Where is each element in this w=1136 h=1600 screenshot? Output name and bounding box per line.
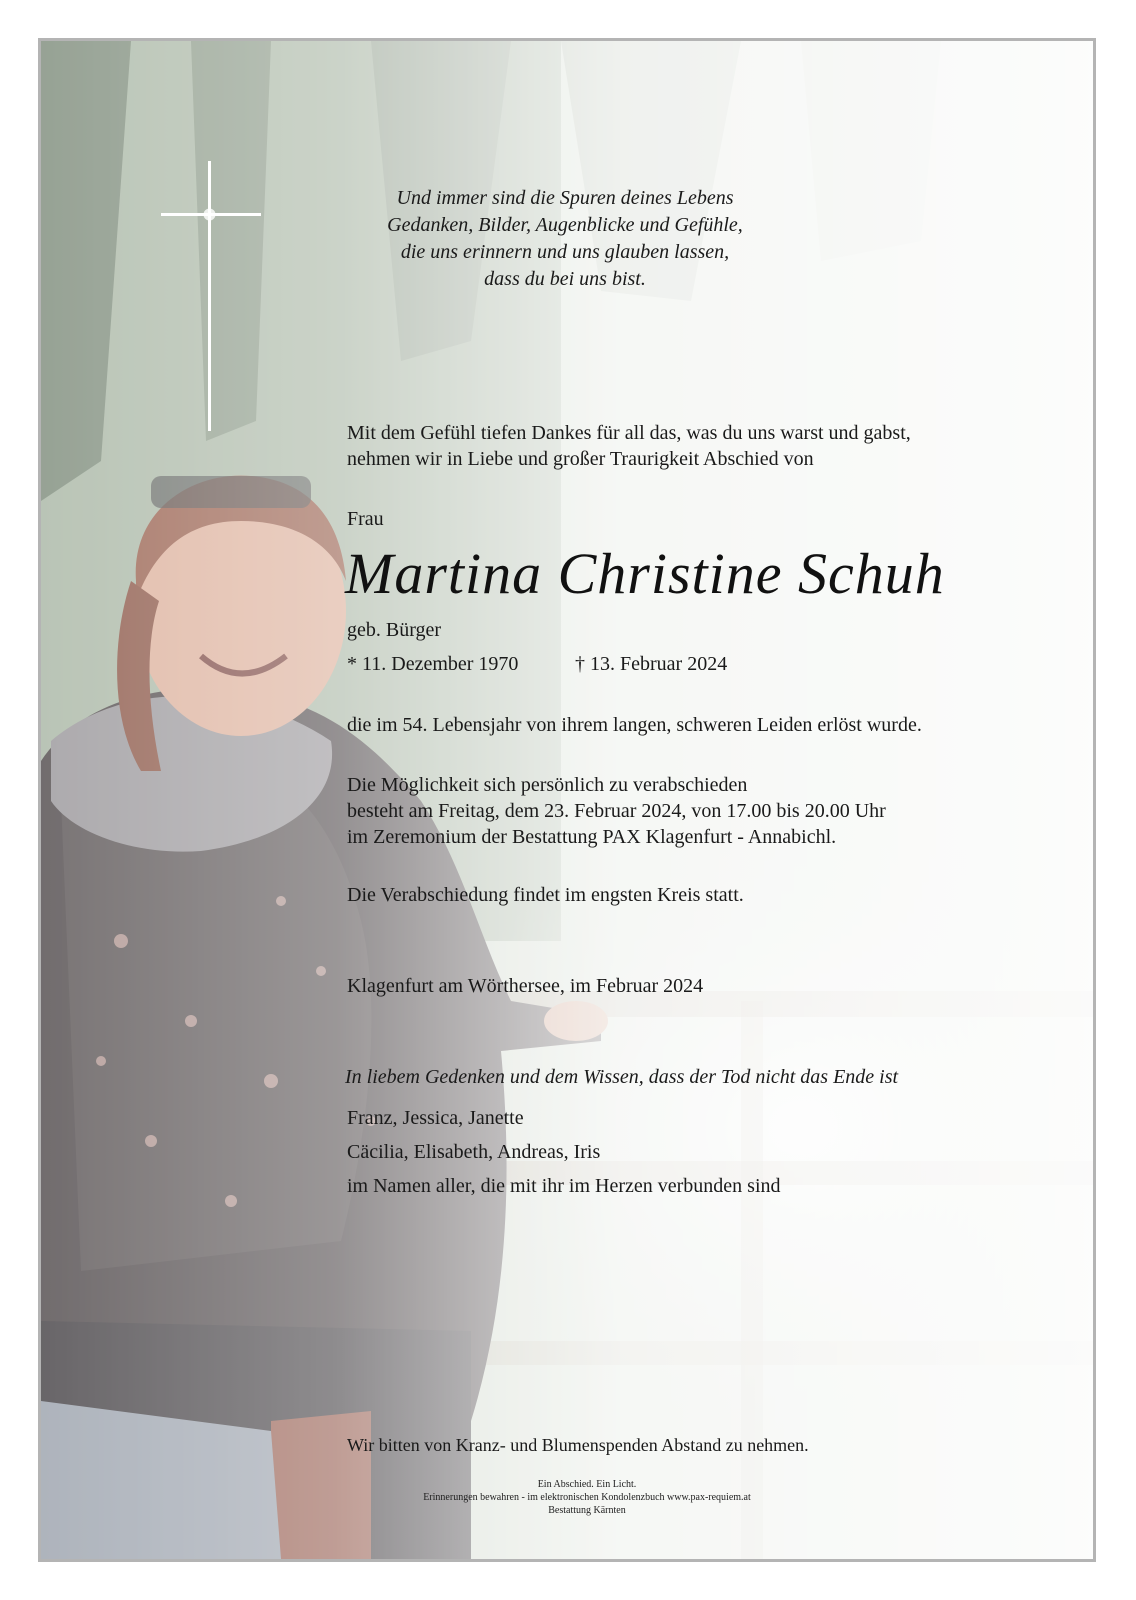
deceased-name: Martina Christine Schuh	[345, 541, 945, 606]
footer-line: Ein Abschied. Ein Licht.	[537, 1479, 637, 1490]
mourners-line: Franz, Jessica, Janette	[347, 1107, 524, 1129]
poem-line: Und immer sind die Spuren deines Lebens	[396, 187, 734, 209]
farewell-info-line: im Zeremonium der Bestattung PAX Klagenfurt - Annabichl.	[347, 826, 837, 848]
maiden-name: geb. Bürger	[347, 619, 442, 641]
mourners-line: im Namen aller, die mit ihr im Herzen verbunden sind	[347, 1175, 781, 1197]
footer	[41, 1478, 1093, 1517]
memorial-line: In liebem Gedenken und dem Wissen, dass der Tod nicht das Ende ist	[345, 1066, 899, 1088]
poem-line: die uns erinnern und uns glauben lassen,	[400, 241, 730, 263]
private-note: Die Verabschiedung findet im engsten Kreis statt.	[347, 884, 744, 906]
donation-request: Wir bitten von Kranz- und Blumenspenden Abstand zu nehmen.	[347, 1435, 809, 1455]
obituary-frame	[38, 38, 1096, 1562]
farewell-info-line: Die Möglichkeit sich persönlich zu verabschieden	[347, 774, 748, 796]
intro-line: Mit dem Gefühl tiefen Dankes für all das, was du uns warst und gabst,	[347, 422, 911, 444]
poem	[41, 185, 1093, 293]
age-line: die im 54. Lebensjahr von ihrem langen, schweren Leiden erlöst wurde.	[347, 714, 922, 736]
footer-line: Erinnerungen bewahren - im elektronischen Kondolenzbuch www.pax-requiem.at	[423, 1492, 751, 1503]
poem-line: Gedanken, Bilder, Augenblicke und Gefühle,	[387, 214, 743, 236]
birth-date: * 11. Dezember 1970	[347, 653, 519, 675]
mourners-line: Cäcilia, Elisabeth, Andreas, Iris	[347, 1141, 601, 1163]
poem-line: dass du bei uns bist.	[484, 268, 646, 290]
salutation: Frau	[347, 508, 384, 530]
place-date: Klagenfurt am Wörthersee, im Februar 2024	[347, 975, 704, 997]
death-date: † 13. Februar 2024	[575, 653, 728, 675]
farewell-info-line: besteht am Freitag, dem 23. Februar 2024, von 17.00 bis 20.00 Uhr	[347, 800, 886, 822]
intro-line: nehmen wir in Liebe und großer Traurigkeit Abschied von	[347, 448, 814, 470]
footer-line: Bestattung Kärnten	[548, 1505, 626, 1516]
